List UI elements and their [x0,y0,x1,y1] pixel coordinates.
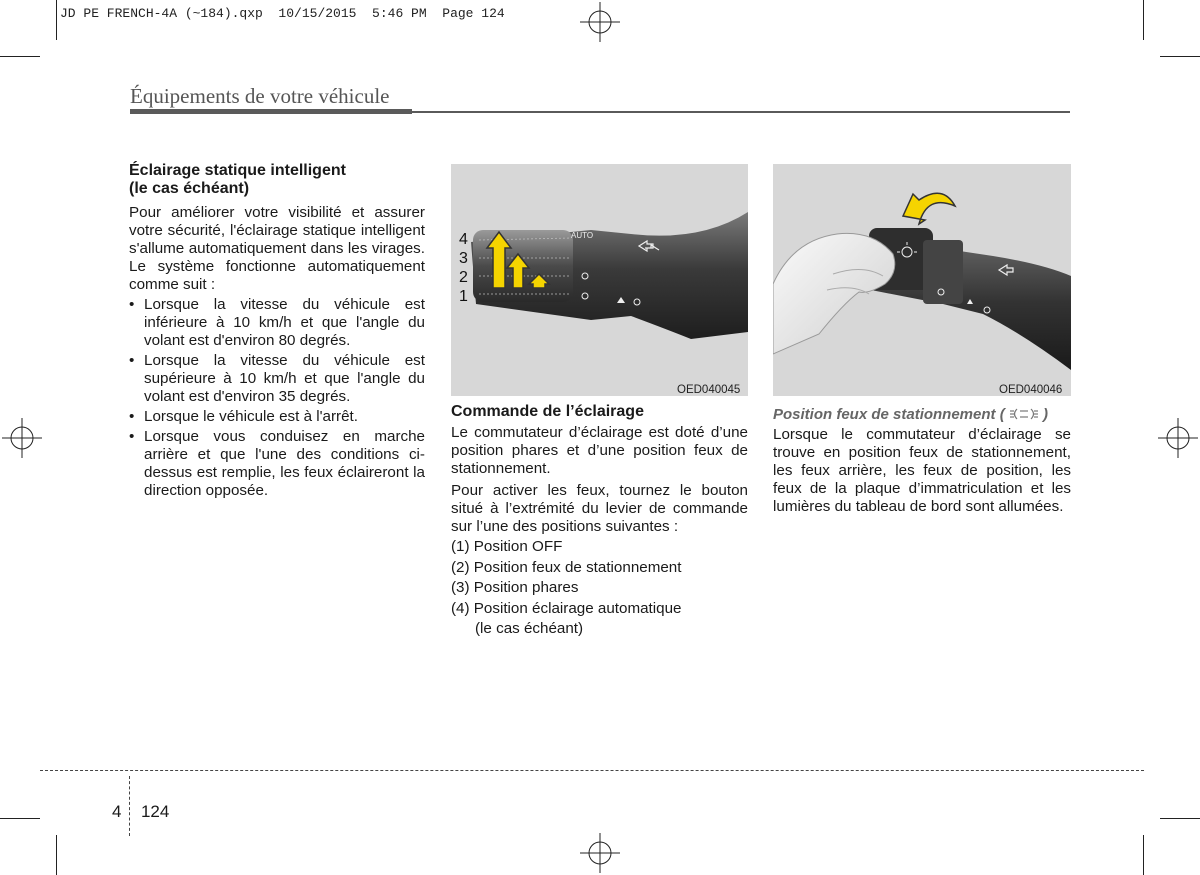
list-item-note: (le cas échéant) [475,620,584,637]
printer-slug: JD PE FRENCH-4A (~184).qxp 10/15/2015 5:46 PM Page 124 [60,6,505,21]
registration-mark-right [1158,418,1198,458]
registration-mark-left [2,418,42,458]
list-item: (4) Position éclairage automatique [451,599,682,617]
middle-heading: Commande de l’éclairage [451,403,644,420]
page-number [112,802,169,822]
right-subhead-close: ) [1043,406,1049,423]
figure-hand-turning-switch [773,164,1071,396]
list-item: (2) Position feux de stationnement [451,558,682,576]
registration-mark-bottom [580,833,620,873]
crop-mark [56,835,57,875]
figure-code: OED040046 [999,384,1063,396]
crop-mark [1143,0,1144,40]
position-number-2: 2 [459,269,468,286]
right-subhead-text: Position feux de stationnement ( [773,406,1005,423]
list-item: • Lorsque la vitesse du véhicule est supérieure à 10 km/h et que l'angle du volant est d'environ 35 degrés. [129,352,425,406]
list-item: (3) Position phares [451,579,579,596]
left-intro: Pour améliorer votre visibilité et assurer votre sécurité, l'éclairage statique intelligent s'allume automatiquement dans les virages. Le système fonctionne automatiquement comme suit : [129,204,425,293]
left-column [129,162,425,500]
crop-mark [0,818,40,819]
right-para: Lorsque le commutateur d’éclairage se trouve en position feux de stationnement, les feux arrière, les feux de position, les feux de la plaque d’immatriculation et les lumières du tableau de bord sont allumées. [773,426,1071,515]
right-subhead [773,406,1071,423]
header-rule-thick [130,109,412,114]
crop-mark [1160,818,1200,819]
crop-mark [56,0,57,40]
position-number-4: 4 [459,231,468,248]
auto-label: AUTO [571,231,594,240]
list-item: • Lorsque le véhicule est à l'arrêt. [129,408,425,426]
parking-lights-icon [1009,406,1043,423]
left-heading-line1: Éclairage statique intelligent [129,162,346,179]
header-rule-thin [412,111,1070,113]
left-heading-line2: (le cas échéant) [129,180,250,197]
middle-column [451,403,748,639]
right-column [773,406,1071,516]
stalk-illustration [451,164,748,396]
list-item: • Lorsque vous conduisez en marche arrière et que l'une des conditions ci-dessus est remplie, les feux éclaireront la direction opposée. [129,428,425,500]
list-item: (1) Position OFF [451,538,563,555]
hand-stalk-illustration [773,164,1071,396]
section-title: Équipements de votre véhicule [130,84,390,108]
figure-light-switch-positions [451,164,748,396]
registration-mark-top [580,2,620,42]
footer-dashed-rule [40,770,1144,771]
left-heading [129,162,425,198]
figure-code: OED040045 [677,384,741,396]
chapter-number: 4 [112,802,122,821]
middle-para1: Le commutateur d’éclairage est doté d’une position phares et d’une position feux de stationnement. [451,424,748,477]
crop-mark [0,56,40,57]
page-number-value: 124 [140,802,170,821]
list-item: • Lorsque la vitesse du véhicule est inférieure à 10 km/h et que l'angle du volant est d'environ 80 degrés. [129,296,425,350]
middle-para2: Pour activer les feux, tournez le bouton situé à l’extrémité du levier de commande sur l’une des positions suivantes : [451,482,748,535]
positions-list [451,538,748,639]
position-number-1: 1 [459,288,468,305]
crop-mark [1160,56,1200,57]
crop-mark [1143,835,1144,875]
left-bullet-list [129,296,425,500]
position-number-3: 3 [459,250,468,267]
